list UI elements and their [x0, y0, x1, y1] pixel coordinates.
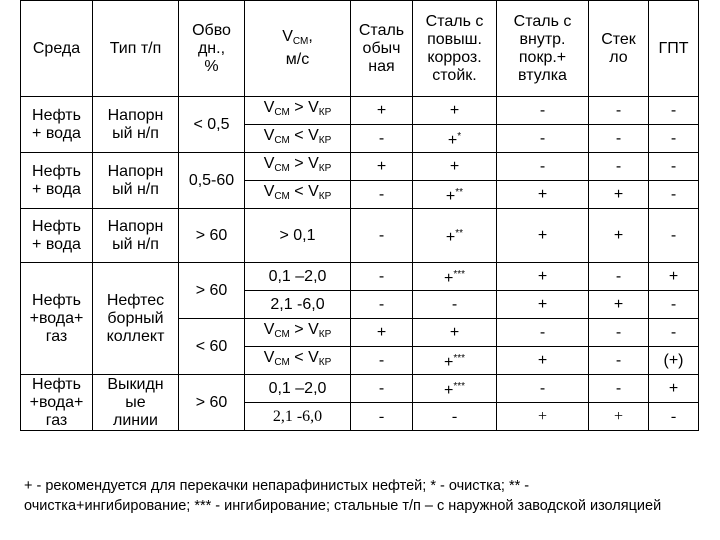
velocity-range-cell: > 0,1	[245, 209, 351, 263]
medium-cell: Нефть + вода	[21, 97, 93, 153]
suitability-cell: +*	[413, 125, 497, 153]
suitability-cell: +***	[413, 375, 497, 403]
water-cut-cell: > 60	[179, 375, 245, 431]
suitability-cell: +	[351, 319, 413, 347]
suitability-cell: -	[351, 209, 413, 263]
suitability-cell: +	[589, 291, 649, 319]
velocity-range-cell: 2,1 -6,0	[245, 403, 351, 431]
water-cut-cell: > 60	[179, 263, 245, 319]
water-cut-cell: < 60	[179, 319, 245, 375]
header-steel-ordinary: Сталь обыч ная	[351, 1, 413, 97]
pipe-type-cell: Напорн ый н/п	[93, 209, 179, 263]
suitability-cell: +	[351, 153, 413, 181]
suitability-cell: +	[497, 403, 589, 431]
medium-cell: Нефть +вода+ газ	[21, 263, 93, 375]
table-row	[21, 97, 699, 125]
suitability-cell: +	[649, 263, 699, 291]
water-cut-cell: < 0,5	[179, 97, 245, 153]
medium-cell: Нефть + вода	[21, 153, 93, 209]
suitability-cell: -	[497, 319, 589, 347]
pipe-type-cell: Выкидн ые линии	[93, 375, 179, 431]
suitability-cell: -	[649, 97, 699, 125]
suitability-cell: +***	[413, 263, 497, 291]
suitability-cell: -	[589, 347, 649, 375]
medium-cell: Нефть + вода	[21, 209, 93, 263]
suitability-cell: -	[497, 375, 589, 403]
table-legend: + - рекомендуется для перекачки непарафинистых нефтей; * - очистка; ** - очистка+ингибирование; *** - ингибирование; стальные т/п – с наружной заводской изоляцией	[24, 478, 662, 514]
suitability-cell: +	[589, 403, 649, 431]
suitability-cell: +	[413, 319, 497, 347]
suitability-cell: -	[649, 125, 699, 153]
suitability-cell: -	[351, 263, 413, 291]
suitability-cell: -	[351, 347, 413, 375]
suitability-cell: -	[589, 97, 649, 125]
velocity-condition-cell: $V_{СМ} < V_{КР}$	[245, 347, 351, 375]
suitability-cell: -	[649, 403, 699, 431]
header-velocity: $V_{СМ}$, м/с	[245, 1, 351, 97]
suitability-cell: +	[497, 347, 589, 375]
suitability-cell: -	[589, 263, 649, 291]
table-row	[21, 153, 699, 181]
suitability-cell: -	[351, 125, 413, 153]
pipe-type-cell: Напорн ый н/п	[93, 153, 179, 209]
suitability-cell: -	[589, 153, 649, 181]
velocity-condition-cell: $V_{СМ} > V_{КР}$	[245, 319, 351, 347]
medium-cell: Нефть +вода+ газ	[21, 375, 93, 431]
pipe-type-cell: Нефтес борный коллект	[93, 263, 179, 375]
velocity-condition-cell: $V_{СМ} > V_{КР}$	[245, 153, 351, 181]
header-water-cut: Обво дн., %	[179, 1, 245, 97]
table-row	[21, 263, 699, 291]
table-row	[21, 375, 699, 403]
velocity-condition-cell: $V_{СМ} > V_{КР}$	[245, 97, 351, 125]
suitability-cell: +**	[413, 181, 497, 209]
table-header-row	[21, 1, 699, 97]
suitability-cell: +	[497, 209, 589, 263]
suitability-cell: -	[589, 125, 649, 153]
suitability-cell: +**	[413, 209, 497, 263]
velocity-range-cell: 2,1 -6,0	[245, 291, 351, 319]
suitability-cell: -	[649, 291, 699, 319]
suitability-cell: -	[497, 97, 589, 125]
suitability-cell: +	[413, 153, 497, 181]
suitability-cell: -	[589, 319, 649, 347]
velocity-range-cell: 0,1 –2,0	[245, 375, 351, 403]
suitability-cell: -	[649, 319, 699, 347]
water-cut-cell: 0,5-60	[179, 153, 245, 209]
suitability-cell: +	[589, 181, 649, 209]
suitability-cell: (+)	[649, 347, 699, 375]
header-pipe-type: Тип т/п	[93, 1, 179, 97]
suitability-cell: -	[351, 375, 413, 403]
suitability-cell: -	[351, 181, 413, 209]
velocity-condition-cell: $V_{СМ} < V_{КР}$	[245, 181, 351, 209]
suitability-cell: +	[497, 291, 589, 319]
suitability-cell: -	[649, 209, 699, 263]
suitability-cell: +	[497, 181, 589, 209]
suitability-cell: -	[413, 403, 497, 431]
suitability-cell: +	[351, 97, 413, 125]
velocity-condition-cell: $V_{СМ} < V_{КР}$	[245, 125, 351, 153]
water-cut-cell: > 60	[179, 209, 245, 263]
header-gpt: ГПТ	[649, 1, 699, 97]
header-medium: Среда	[21, 1, 93, 97]
suitability-cell: -	[649, 153, 699, 181]
pipe-material-table	[20, 0, 699, 431]
suitability-cell: +	[589, 209, 649, 263]
suitability-cell: -	[351, 403, 413, 431]
suitability-cell: -	[497, 153, 589, 181]
velocity-range-cell: 0,1 –2,0	[245, 263, 351, 291]
suitability-cell: +	[649, 375, 699, 403]
suitability-cell: -	[649, 181, 699, 209]
pipe-type-cell: Напорн ый н/п	[93, 97, 179, 153]
suitability-cell: -	[497, 125, 589, 153]
suitability-cell: +	[497, 263, 589, 291]
suitability-cell: -	[351, 291, 413, 319]
header-steel-corrosion: Сталь с повыш. корроз. стойк.	[413, 1, 497, 97]
suitability-cell: +	[413, 97, 497, 125]
table-row	[21, 209, 699, 263]
suitability-cell: +***	[413, 347, 497, 375]
header-fiberglass: Стек ло	[589, 1, 649, 97]
suitability-cell: -	[589, 375, 649, 403]
suitability-cell: -	[413, 291, 497, 319]
header-steel-coated: Сталь с внутр. покр.+ втулка	[497, 1, 589, 97]
